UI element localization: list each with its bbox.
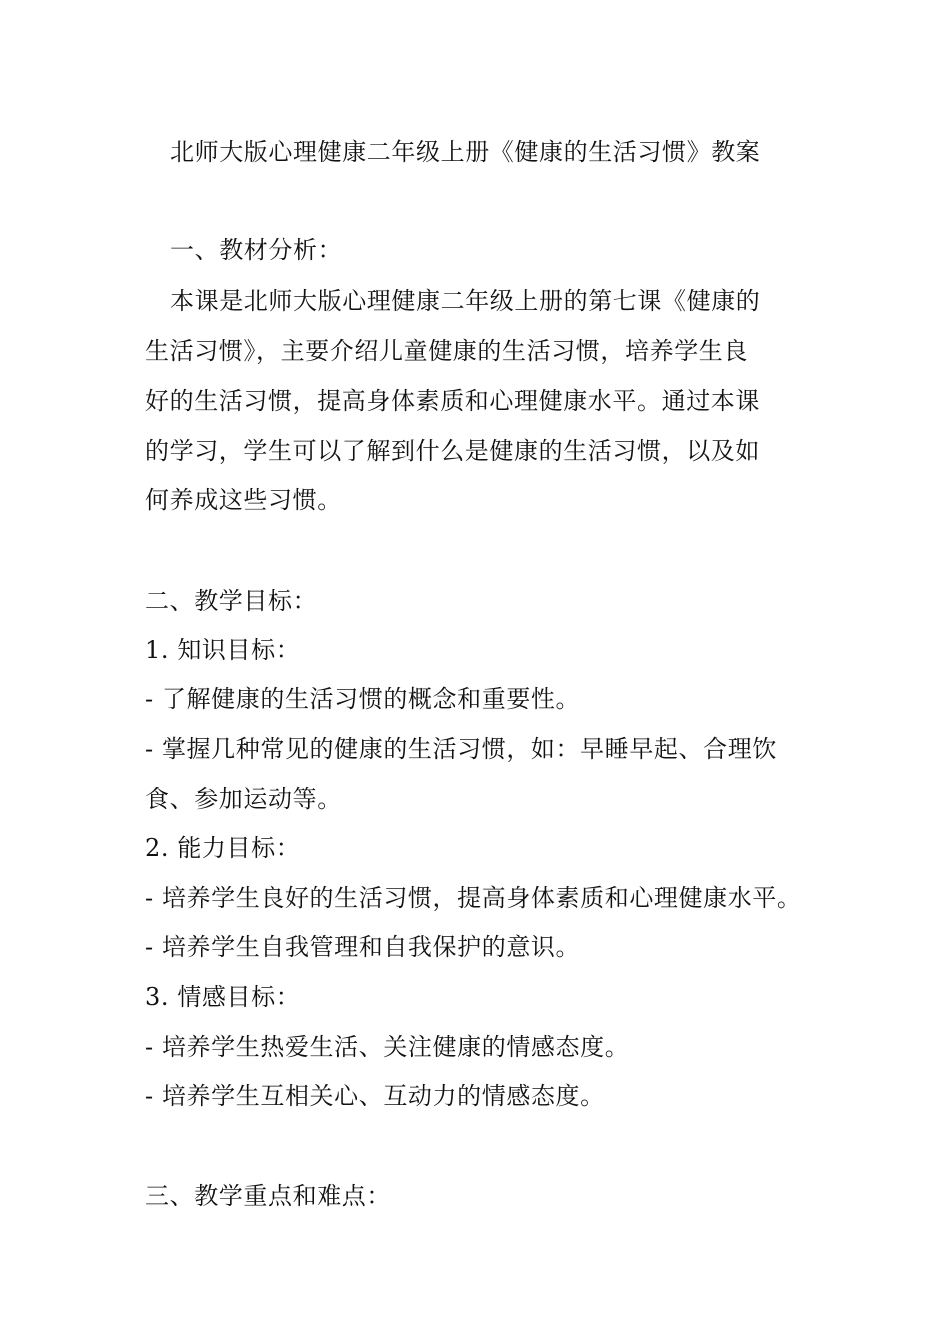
list-item: - 掌握几种常见的健康的生活习惯，如：早睡早起、合理饮 [145,735,777,763]
section-1-heading: 一、教材分析： [170,236,343,264]
emotion-goal-heading: 3. 情感目标： [145,983,301,1011]
list-item: - 了解健康的生活习惯的概念和重要性。 [145,685,581,713]
section-1-paragraph-line: 的学习，学生可以了解到什么是健康的生活习惯，以及如 [145,437,760,465]
document-title: 北师大版心理健康二年级上册《健康的生活习惯》教案 [170,138,761,166]
section-1-paragraph-line: 生活习惯》，主要介绍儿童健康的生活习惯，培养学生良 [145,337,748,365]
list-item-continuation: 食、参加运动等。 [145,785,342,813]
section-1-paragraph-line: 好的生活习惯，提高身体素质和心理健康水平。通过本课 [145,387,760,415]
list-item: - 培养学生自我管理和自我保护的意识。 [145,933,581,961]
section-2-heading: 二、教学目标： [145,587,318,615]
ability-goal-heading: 2. 能力目标： [145,834,301,862]
section-1-paragraph-line: 何养成这些习惯。 [145,486,342,514]
knowledge-goal-heading: 1. 知识目标： [145,636,301,664]
list-item: - 培养学生互相关心、互动力的情感态度。 [145,1082,605,1110]
list-item: - 培养学生热爱生活、关注健康的情感态度。 [145,1033,630,1061]
section-3-heading: 三、教学重点和难点： [145,1182,391,1210]
section-1-paragraph-line: 本课是北师大版心理健康二年级上册的第七课《健康的 [170,287,761,315]
list-item: - 培养学生良好的生活习惯，提高身体素质和心理健康水平。 [145,884,802,912]
